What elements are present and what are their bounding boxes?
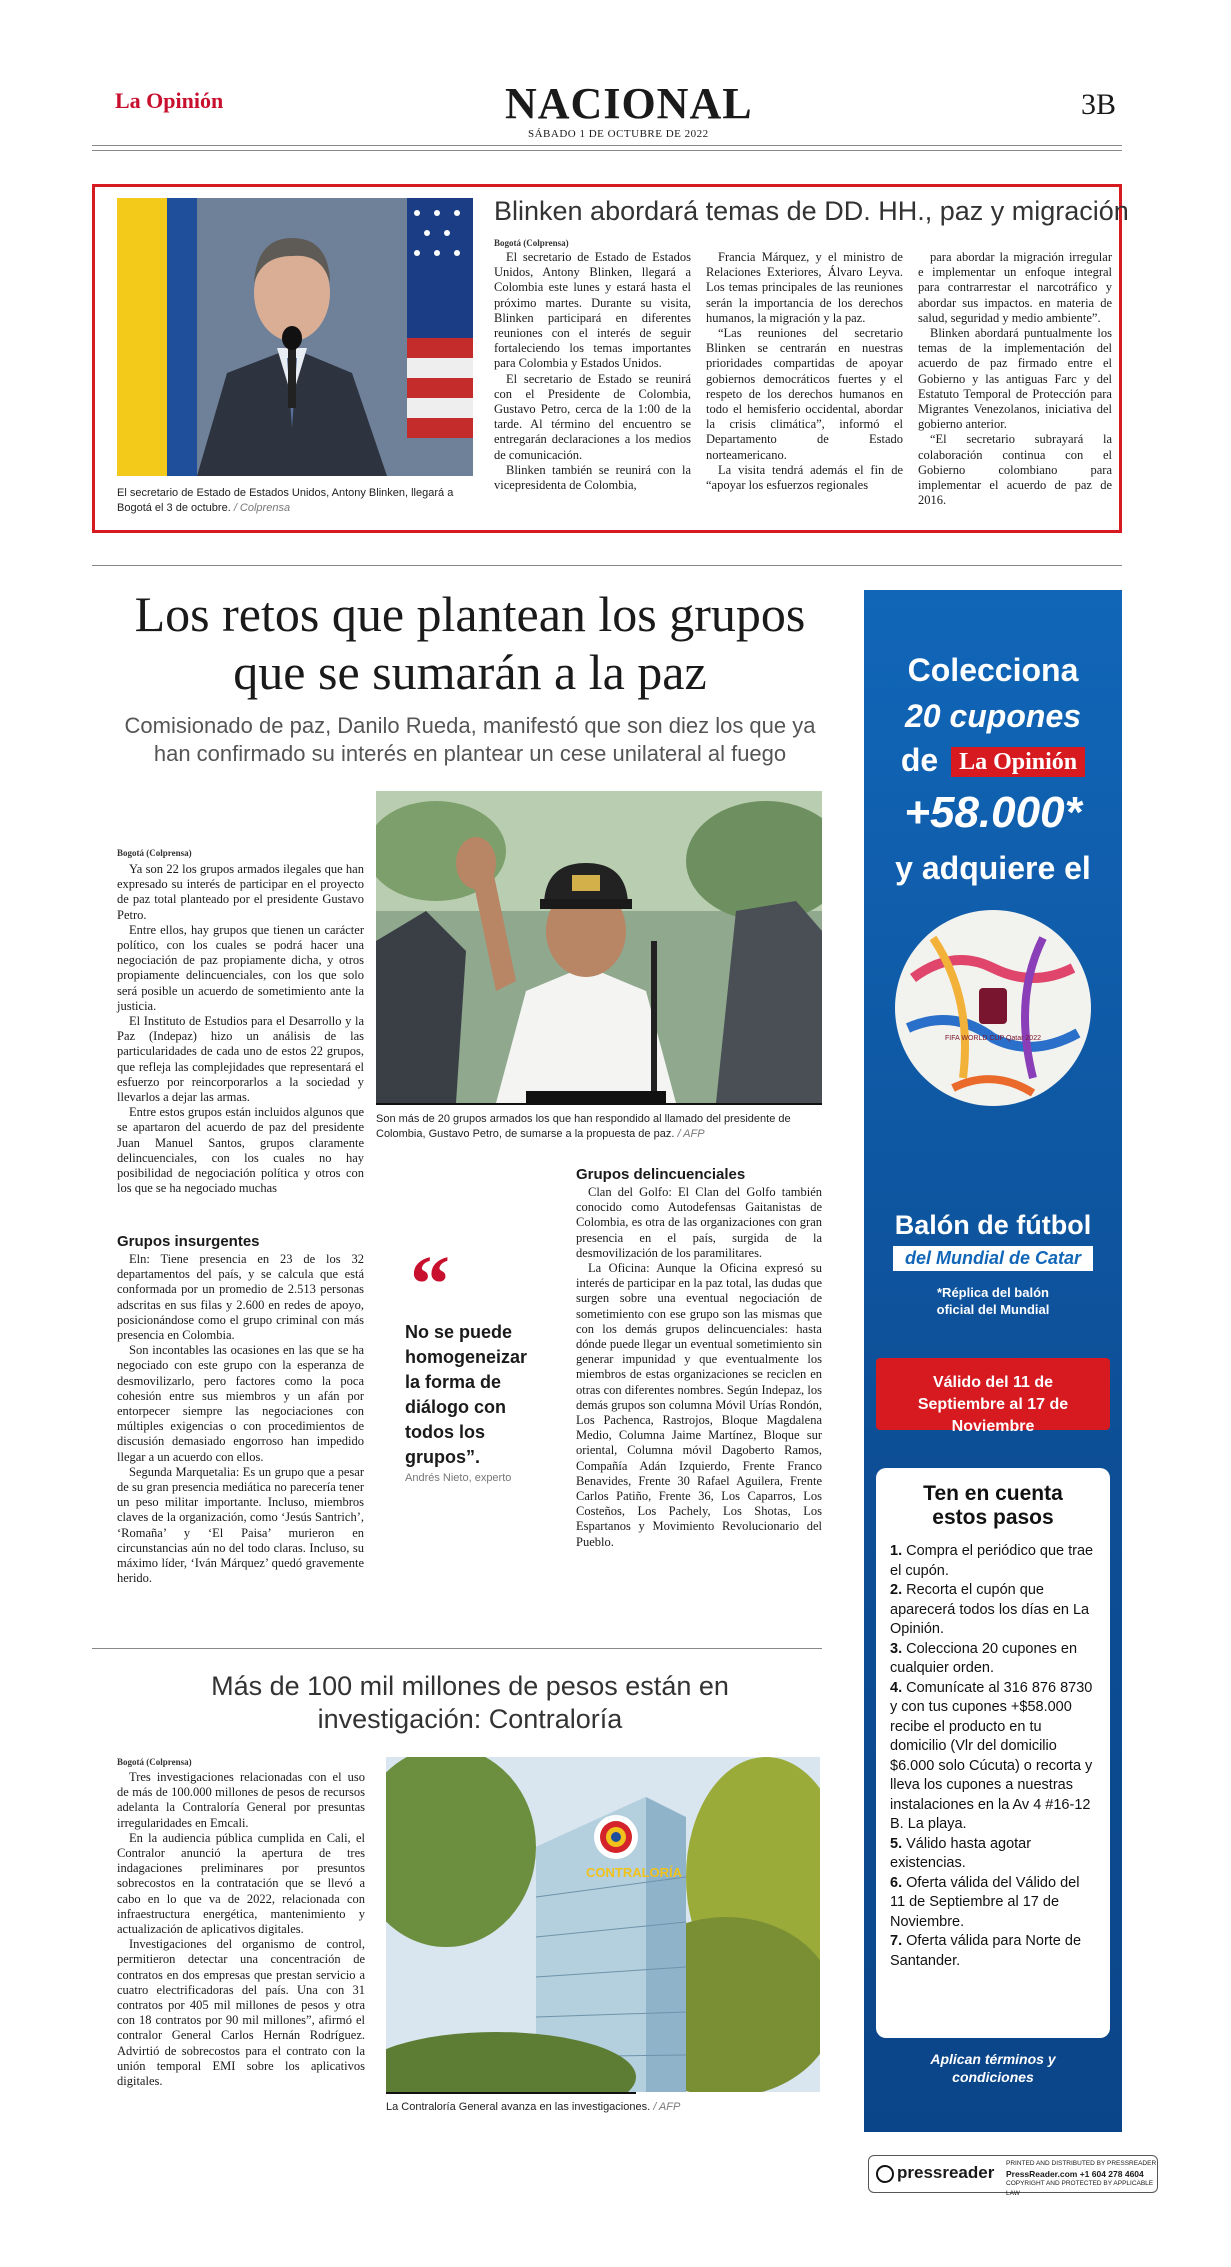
paragraph: para abordar la migración irregular e implementar un enfoque integral para contrarrestar el narcotráfico y abordar sus impactos. en materia de salud, seguridad y medio ambiente”. xyxy=(918,250,1112,325)
paragraph: La visita tendrá además el fin de “apoyar los esfuerzos regionales xyxy=(706,462,903,493)
paragraph: Eln: Tiene presencia en 23 de los 32 departamentos del país, y se calcula que está conformada por un promedio de 2.513 personas adscritas en sus filas y 2.600 en redes de apoyo, posicionándose como el grupo criminal con más presencia en Colombia. xyxy=(117,1252,364,1343)
petro-photo xyxy=(376,791,822,1103)
main-story-deck: Comisionado de paz, Danilo Rueda, manifestó que son diez los que ya han confirmado su interés en plantear un cese unilateral al fuego xyxy=(124,713,816,766)
ad-price: +58.000* xyxy=(904,788,1082,837)
pressreader-icon xyxy=(876,2165,894,2183)
paragraph: Francia Márquez, y el ministro de Relaciones Exteriores, Álvaro Leyva. Los temas principales de las reuniones serán la importancia de los derechos humanos, la migración y la paz. xyxy=(706,250,903,325)
paragraph: Tres investigaciones relacionadas con el uso de más de 100.000 millones de pesos de recursos adelanta la Contraloría General por presuntas irregularidades en Emcali. xyxy=(117,1770,365,1830)
ad-product-sub: del Mundial de Catar xyxy=(893,1246,1093,1271)
paragraph: “Las reuniones del secretario Blinken se centrarán en nuestras prioridades compartidas de apoyar gobiernos democráticos fuertes y el respeto de los derechos humanos en todo el hemisferio occidental, abordar la crisis climática”, informó el Departamento de Estado norteamericano. xyxy=(706,326,903,462)
paragraph: Entre estos grupos están incluidos algunos que se apartaron del acuerdo de paz del presidente Juan Manuel Santos, grupos claramente delincuenciales, con los cuales no hay posibilidad de negociación política y otros con los que se ha negociado muchas xyxy=(117,1105,364,1196)
top-story-headline: Blinken abordará temas de DD. HH., paz y migración xyxy=(494,196,1129,226)
ad-line-adquiere: y adquiere el xyxy=(895,850,1091,886)
caption-credit: / Colprensa xyxy=(233,502,291,514)
paragraph: El secretario de Estado se reunirá con el Presidente de Colombia, Gustavo Petro, cerca de la 1:00 de la tarde. Al término del encuentro se entregarán declaraciones a los medios de comunicación. xyxy=(494,371,691,462)
section-divider-2 xyxy=(92,1648,822,1649)
soccer-ball-image xyxy=(893,908,1093,1108)
ad-step: 7. Oferta válida para Norte de Santander. xyxy=(890,1933,1082,1969)
blinken-photo xyxy=(117,198,473,476)
subhead-delincuenciales: Grupos delincuenciales xyxy=(576,1166,746,1183)
paragraph: El Instituto de Estudios para el Desarrollo y la Paz (Indepaz) hizo un análisis de las particularidades de cada uno de estos 22 grupos, que refleja las complejidades que representará el esfuerzo por reincorporarlos a la sociedad y llevarlos a dejar las armas. xyxy=(117,1014,364,1105)
paragraph: La Oficina: Aunque la Oficina expresó su interés de participar en la paz total, las dudas que surgen sobre una eventual negociación de sometimiento con ese grupo son las mismas que con los demás grupos delincuenciales: hasta dónde puede llegar un eventual sometimiento sin generar impunidad y que eventualmente los miembros de estas organizaciones se reciclen en otras con diferentes nombres. Según Indepaz, los demás grupos son columna Móvil Urías Rondón, Los Pachenca, Rastrojos, Bloque Magdalena Medio, Columna Jaime Martínez, Bloque sur oriental, Columna móvil Dagoberto Ramos, Compañía Adán Izquierdo, Frente Franco Benavides, Frente 30 Rafael Aguilera, Frente Carlos Patiño, Frente 36, Los Caparros, Los Costeños, Los Pachely, Los Shotas, Los Espartanos y Movimiento Revolucionario del Pueblo. xyxy=(576,1261,822,1549)
third-story-body xyxy=(117,1770,365,2089)
page-number: 3B xyxy=(1080,88,1116,121)
third-story-headline: Más de 100 mil millones de pesos están en investigación: Contraloría xyxy=(211,1671,729,1734)
ad-steps-title: Ten en cuenta estos pasos xyxy=(923,1482,1063,1529)
section-title: NACIONAL xyxy=(505,79,753,128)
photo-rule-3 xyxy=(386,2092,636,2094)
ad-line-colecciona: Colecciona xyxy=(907,652,1079,688)
caption-credit: / AFP xyxy=(653,2101,681,2113)
pressreader-notice: PRINTED AND DISTRIBUTED BY PRESSREADER PressReader.com +1 604 278 4604 COPYRIGHT AND PROTECTED BY APPLICABLE LAW xyxy=(1006,2160,1157,2197)
caption-text: Son más de 20 grupos armados los que han respondido al llamado del presidente de Colombia, Gustavo Petro, de sumarse a la propuesta de paz. xyxy=(376,1113,791,1140)
main-photo-caption xyxy=(376,1112,822,1142)
ad-step: 5. Válido hasta agotar existencias. xyxy=(890,1835,1032,1871)
ad-line-de: de xyxy=(900,742,939,778)
header-rule-top xyxy=(92,145,1122,146)
main-story-byline: Bogotá (Colprensa) xyxy=(117,848,192,858)
paragraph: Investigaciones del organismo de control, permitieron detectar una concentración de contratos en dos empresas que prestan servicio a cuatro electrificadoras del país. Una con 31 contratos por 405 mil millones de pesos y otra con 18 contratos por 90 mil millones”, afirmó el contralor General Carlos Hernán Rodríguez. Advirtió de sobrecostos para el contrato con la unión temporal EMI sobre los aplicativos digitales. xyxy=(117,1937,365,2089)
pressreader-footer xyxy=(868,2155,1158,2195)
ad-brand-badge: La Opinión xyxy=(951,747,1085,777)
paragraph: Son incontables las ocasiones en las que se ha negociado con este grupo con la esperanza de desmovilizarlo, pero factores como la poca cohesión entre sus miembros y un afán por entorpecer siempre las negociaciones con múltiples exigencias o con procedimientos de discusión demasiado engorroso han impedido llegar a un acuerdo con ellos. xyxy=(117,1343,364,1464)
photo-sign-text: CONTRALORÍA xyxy=(586,1865,683,1880)
ad-step: 1. Compra el periódico que trae el cupón. xyxy=(890,1543,1094,1579)
ad-product: Balón de fútbol xyxy=(894,1210,1092,1240)
pull-quote-attribution: Andrés Nieto, experto xyxy=(405,1472,512,1484)
top-photo-caption xyxy=(117,486,477,516)
issue-date: SÁBADO 1 DE OCTUBRE DE 2022 xyxy=(528,128,709,140)
header-rule-bottom xyxy=(92,150,1122,151)
ad-line-cupones: 20 cupones xyxy=(904,698,1082,734)
main-story-headline: Los retos que plantean los grupos que se sumarán a la paz xyxy=(134,586,806,700)
ball-text: FIFA WORLD CUP Qatar 2022 xyxy=(945,1035,1041,1042)
promo-ad xyxy=(864,590,1122,2132)
caption-text: El secretario de Estado de Estados Unidos, Antony Blinken, llegará a Bogotá el 3 de octubre. xyxy=(117,487,454,514)
top-story-col1 xyxy=(494,250,691,493)
ad-line-brand xyxy=(864,742,1122,779)
section-divider xyxy=(92,565,1122,566)
paragraph: En la audiencia pública cumplida en Cali, el Contralor anunció la apertura de tres indagaciones preliminares por presuntos sobrecostos en la contratación que se llevó a cabo en lo que va de 2022, relacionada con infraestructura energética, mantenimiento y actualización de aplicativos digitales. xyxy=(117,1830,365,1937)
ad-step: 2. Recorta el cupón que aparecerá todos los días en La Opinión. xyxy=(890,1582,1090,1637)
top-story-byline: Bogotá (Colprensa) xyxy=(494,238,569,248)
paragraph: Clan del Golfo: El Clan del Golfo también conocido como Autodefensas Gaitanistas de Colombia, es otra de las organizaciones con gran presencia en el país, surgida de la desmovilización de los paramilitares. xyxy=(576,1185,822,1260)
paragraph: El secretario de Estado de Estados Unidos, Antony Blinken, llegará a Colombia este lunes y estará hasta el próximo martes. Durante su visita, Blinken participará en diferentes reuniones con el interés de seguir fortaleciendo los temas importantes para Colombia y Estados Unidos. xyxy=(494,250,691,371)
subhead-insurgentes: Grupos insurgentes xyxy=(117,1233,260,1250)
caption-text: La Contraloría General avanza en las investigaciones. xyxy=(386,2101,651,2113)
paragraph: Blinken abordará puntualmente los temas de la implementación del acuerdo de paz firmado entre el Gobierno y las antiguas Farc y del Estatuto Temporal de Protección para Migrantes Venezolanos, iniciativa del gobierno anterior. xyxy=(918,326,1112,432)
third-story-byline: Bogotá (Colprensa) xyxy=(117,1757,192,1767)
photo-rule xyxy=(376,1103,822,1105)
top-story-col2 xyxy=(706,250,903,493)
ad-replica-note: *Réplica del balón oficial del Mundial xyxy=(936,1285,1050,1317)
ad-step: 3. Colecciona 20 cupones en cualquier orden. xyxy=(890,1640,1078,1676)
ad-valid-dates: Válido del 11 de Septiembre al 17 de Noviembre xyxy=(876,1358,1110,1430)
paragraph: Segunda Marquetalia: Es un grupo que a pesar de su gran presencia mediática no parecería tener un peso militar importante. Incluso, miembros claves de la organización, como ‘Jesús Santrich’, ‘Romaña’ y ‘El Paisa’ murieron en circunstancias aún no del todo claras. Incluso, su máximo líder, ‘Iván Márquez’ quedó gravemente herido. xyxy=(117,1464,364,1586)
contraloria-photo xyxy=(386,1757,820,2092)
ad-terms: Aplican términos y condiciones xyxy=(930,2051,1056,2085)
lead-paragraph: Ya son 22 los grupos armados ilegales que han expresado su interés de participar en el proyecto de paz total planteado por el presidente Gustavo Petro. xyxy=(117,862,364,922)
third-photo-caption xyxy=(386,2100,820,2115)
pull-quote: No se puede homogeneizar la forma de diálogo con todos los grupos”. xyxy=(405,1322,528,1467)
brand-logo: La Opinión xyxy=(115,88,224,113)
main-story-col1-bottom xyxy=(117,1252,364,1586)
top-story-col3 xyxy=(918,250,1112,508)
ad-step: 4. Comunícate al 316 876 8730 y con tus cupones +$58.000 recibe el producto en tu domicilio (Vlr del domicilio $6.000 solo Cúcuta) o recorta y lleva los cupones a nuestras instalaciones en la Av 4 #16-12 B. La playa. xyxy=(890,1679,1093,1832)
paragraph: Entre ellos, hay grupos que tienen un carácter político, con los cuales se podrá hacer una negociación de paz propiamente dicha, y otros propiamente delincuenciales, con los que solo será posible un acuerdo de sometimiento ante la justicia. xyxy=(117,922,364,1013)
main-story-col3 xyxy=(576,1185,822,1550)
paragraph: Blinken también se reunirá con la vicepresidenta de Colombia, xyxy=(494,462,691,493)
ad-step: 6. Oferta válida del Válido del 11 de Septiembre al 17 de Noviembre. xyxy=(890,1874,1080,1930)
caption-credit: / AFP xyxy=(677,1128,705,1140)
quote-mark-icon: “ xyxy=(410,1241,450,1329)
ad-steps-list xyxy=(890,1542,1096,1971)
main-story-col1-top xyxy=(117,862,364,1196)
pressreader-logo: pressreader xyxy=(876,2163,994,2183)
ad-steps-box xyxy=(876,1468,1110,2038)
paragraph: “El secretario subrayará la colaboración continua con el Gobierno colombiano para implementar el acuerdo de paz de 2016. xyxy=(918,432,1112,508)
